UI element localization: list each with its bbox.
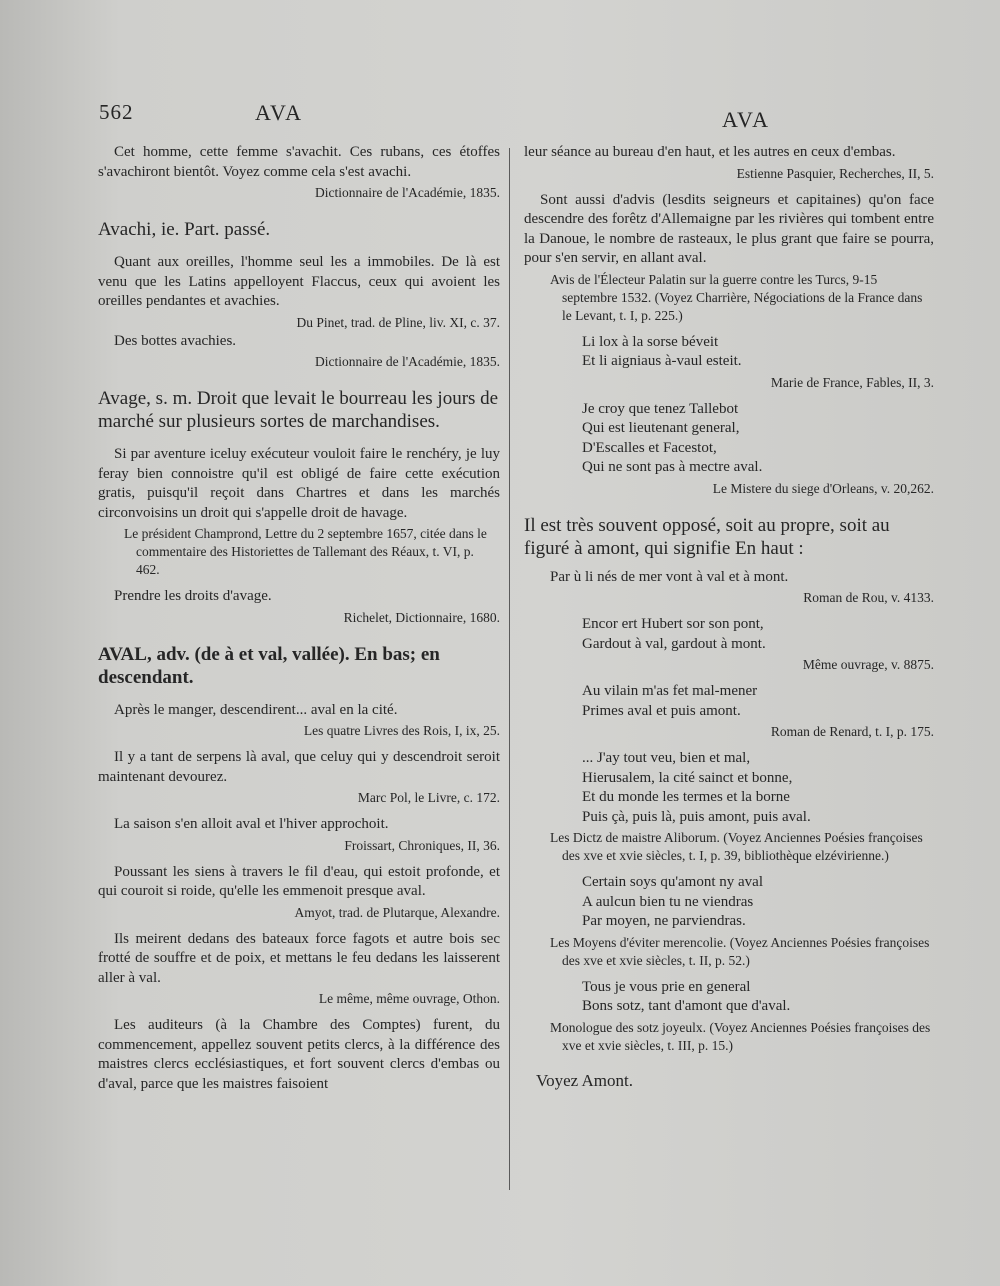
quote-paragraph: Poussant les siens à travers le fil d'eau, qui estoit profonde, et qui couroit si roide, qu'elle les emmenoit presque aval. — [98, 863, 500, 899]
source-citation: Marie de France, Fables, II, 3. — [770, 374, 934, 390]
source-citation: Estienne Pasquier, Recherches, II, 5. — [736, 165, 934, 181]
verse-line: Au vilain m'as fet mal-mener — [582, 683, 758, 699]
source-citation: Roman de Renard, t. I, p. 175. — [770, 724, 934, 739]
verse-line: Par moyen, ne parviendras. — [582, 913, 746, 929]
verse-block — [524, 400, 934, 478]
verse-line: Je croy que tenez Tallebot — [582, 400, 739, 417]
source-citation: Les quatre Livres des Rois, I, ix, 25. — [303, 723, 500, 738]
left-column — [98, 143, 500, 1094]
verse-line: Et li aigniaus à-vaul esteit. — [582, 353, 742, 369]
verse-block — [524, 682, 934, 721]
source-citation: Le président Champrond, Lettre du 2 septembre 1657, citée dans le commentaire des Historiettes de Tallemant des Réaux, t. VI, p. 462. — [124, 526, 487, 577]
verse-line: Bons sotz, tant d'amont que d'aval. — [582, 998, 791, 1014]
quote-paragraph: Si par aventure iceluy exécuteur vouloit faire le renchéry, je luy feray bien connoistre qu'il est obligé de faire cette exécution gratis, puisqu'il reçoit dans Chartres et dans les marchés circonvoisins un droit qui s'appelle droit de havage. — [98, 446, 500, 521]
quote-paragraph: Prendre les droits d'avage. — [114, 588, 272, 604]
source-citation: Même ouvrage, v. 8875. — [802, 657, 934, 672]
source-citation: Froissart, Chroniques, II, 36. — [344, 837, 500, 853]
verse-block — [524, 333, 934, 372]
quote-paragraph: Il y a tant de serpens là aval, que celuy qui y descendroit seroit maintenant devourez. — [98, 749, 500, 785]
verse-line: Et du monde les termes et la borne — [582, 789, 790, 805]
right-column — [524, 143, 934, 1090]
source-citation: Dictionnaire de l'Académie, 1835. — [315, 185, 500, 200]
quote-paragraph: leur séance au bureau d'en haut, et les autres en ceux d'embas. — [524, 144, 896, 160]
page-number: 562 — [99, 100, 134, 124]
source-citation: Le même, même ouvrage, Othon. — [318, 991, 500, 1006]
source-citation: Marc Pol, le Livre, c. 172. — [357, 790, 500, 805]
entry-heading-aval: AVAL, adv. (de à et val, vallée). En bas; en descendant. — [98, 643, 440, 688]
source-citation: Richelet, Dictionnaire, 1680. — [343, 609, 500, 625]
quote-paragraph: La saison s'en alloit aval et l'hiver approchoit. — [114, 816, 389, 832]
verse-line: Tous je vous prie en general — [582, 978, 751, 995]
source-citation: Les Moyens d'éviter merencolie. (Voyez Anciennes Poésies françoises des xve et xvie siècles, t. II, p. 52.) — [550, 934, 930, 968]
verse-block — [524, 615, 934, 654]
verse-line: A aulcun bien tu ne viendras — [582, 893, 754, 910]
verse-line: Certain soys qu'amont ny aval — [582, 874, 764, 890]
source-citation: Les Dictz de maistre Aliborum. (Voyez Anciennes Poésies françoises des xve et xvie siècles, t. I, p. 39, bibliothèque elzévirienne.) — [550, 830, 923, 863]
verse-line: Qui ne sont pas à mectre aval. — [582, 459, 763, 475]
quote-paragraph: Sont aussi d'advis (lesdits seigneurs et capitaines) qu'on face descendre des forêtz d'Allemaigne par les rivières qui tombent entre la Danoue, le nombre de rasteaux, le plus grant que faire se pourra, pour s'en servir, en allant aval. — [524, 191, 934, 266]
quote-paragraph: Les auditeurs (à la Chambre des Comptes) furent, du commencement, appellez souvent petits clercs, à la différence des maistres clercs ecclésiastiques, et fort souvent clercs d'embas ou d'aval, parce que les maistres faisoient — [98, 1017, 500, 1092]
quote-paragraph: Ils meirent dedans des bateaux force fagots et autre bois sec frotté de souffre et de poix, et mettans le feu dedans les laisserent aller à val. — [98, 930, 500, 986]
verse-line: D'Escalles et Facestot, — [582, 439, 717, 456]
quote-paragraph: Après le manger, descendirent... aval en la cité. — [114, 701, 398, 718]
verse-line: Encor ert Hubert sor son pont, — [582, 616, 764, 632]
verse-line: Gardout à val, gardout à mont. — [582, 635, 766, 652]
verse-line: ... J'ay tout veu, bien et mal, — [582, 750, 751, 766]
verse-line: Qui est lieutenant general, — [582, 420, 740, 436]
verse-block — [524, 873, 934, 932]
section-heading: Il est très souvent opposé, soit au propre, soit au figuré à amont, qui signifie En haut : — [524, 514, 890, 559]
source-citation: Roman de Rou, v. 4133. — [803, 590, 934, 605]
source-citation: Amyot, trad. de Plutarque, Alexandre. — [294, 904, 500, 920]
verse-block — [524, 978, 934, 1017]
verse-line: Par ù li nés de mer vont à val et à mont. — [550, 568, 789, 585]
source-citation: Avis de l'Électeur Palatin sur la guerre contre les Turcs, 9-15 septembre 1532. (Voyez Charrière, Négociations de la France dans le Levant, t. I, p. 225.) — [550, 271, 923, 323]
verse-block — [524, 749, 934, 827]
verse-line: Puis çà, puis là, puis amont, puis aval. — [582, 808, 811, 825]
running-head-right: AVA — [722, 107, 770, 132]
verse-line: Primes aval et puis amont. — [582, 702, 741, 719]
source-citation: Du Pinet, trad. de Pline, liv. XI, c. 37. — [296, 314, 500, 330]
source-citation: Dictionnaire de l'Académie, 1835. — [315, 354, 500, 369]
column-divider — [509, 148, 510, 1190]
entry-heading: Avage, s. m. Droit que levait le bourreau les jours de marché sur plusieurs sortes de marchandises. — [98, 388, 499, 432]
entry-heading: Avachi, ie. Part. passé. — [98, 219, 271, 240]
source-citation: Monologue des sotz joyeulx. (Voyez Anciennes Poésies françoises des xve et xvie siècles, t. III, p. 15.) — [550, 1019, 931, 1053]
running-head-left: AVA — [255, 100, 303, 125]
quote-paragraph: Quant aux oreilles, l'homme seul les a immobiles. De là est venu que les Latins appelloyent Flaccus, ceux qui avoient les oreilles pendantes et avachies. — [98, 254, 500, 309]
quote-paragraph: Cet homme, cette femme s'avachit. Ces rubans, ces étoffes s'avachiront bientôt. Voyez comme cela s'est avachi. — [98, 144, 500, 180]
see-also: Voyez Amont. — [536, 1070, 633, 1090]
source-citation: Le Mistere du siege d'Orleans, v. 20,262. — [712, 480, 934, 496]
verse-line: Li lox à la sorse béveit — [582, 333, 719, 350]
quote-paragraph: Des bottes avachies. — [114, 332, 237, 349]
verse-line: Hierusalem, la cité sainct et bonne, — [582, 769, 793, 786]
